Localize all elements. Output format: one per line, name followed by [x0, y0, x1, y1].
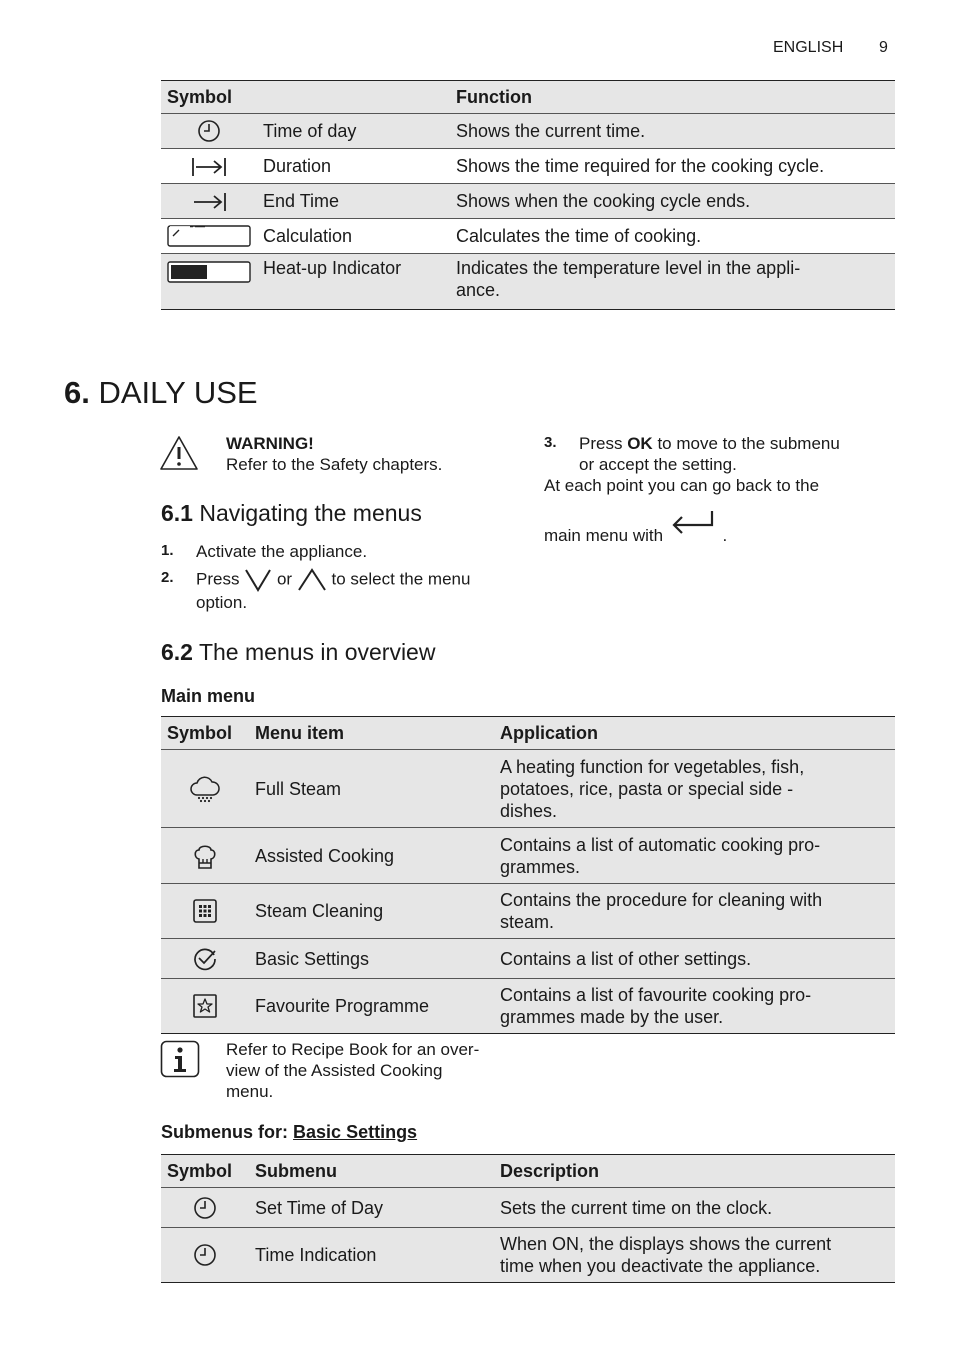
step-text-part: Press	[579, 434, 623, 453]
language-label: ENGLISH	[773, 39, 844, 56]
row-name: End Time	[263, 191, 340, 211]
app-line: A heating function for vegetables, fish,	[500, 756, 805, 777]
step-text-part: to select the menu	[331, 569, 471, 589]
basic-settings-link[interactable]: Basic Settings	[293, 1122, 418, 1142]
step-number: 3.	[544, 434, 557, 451]
section-title-text: DAILY USE	[98, 375, 258, 410]
submenu-label-text: Submenus for:	[161, 1122, 289, 1142]
row-function: Calculates the time of cooking.	[456, 226, 702, 246]
col-submenu-header: Submenu	[255, 1161, 338, 1181]
row-function: Shows when the cooking cycle ends.	[456, 191, 751, 211]
ok-key-label: OK	[627, 434, 653, 453]
info-line: menu.	[226, 1082, 274, 1101]
back-hint-end: .	[722, 526, 728, 546]
subsection-title	[161, 500, 422, 527]
app-line: dishes.	[500, 800, 558, 821]
warning-triangle-icon	[159, 435, 199, 471]
clock-icon	[161, 1188, 249, 1228]
app-line: Contains a list of favourite cooking pro-	[500, 985, 812, 1005]
row-desc: Sets the current time on the clock.	[500, 1197, 773, 1218]
table-row	[161, 219, 895, 254]
row-name: Heat-up Indicator	[263, 258, 402, 278]
row-function	[450, 254, 895, 310]
row-app: Contains a list of other settings.	[500, 948, 752, 969]
table-row	[161, 884, 895, 939]
subsection-title-text: Navigating the menus	[199, 500, 422, 526]
step-text	[579, 433, 840, 475]
row-item: Assisted Cooking	[255, 845, 395, 866]
back-hint	[544, 508, 728, 546]
info-line: view of the Assisted Cooking	[226, 1061, 443, 1080]
col-symbol-header: Symbol	[167, 723, 233, 743]
subsection-number: 6.1	[161, 500, 193, 526]
calculation-icon	[161, 219, 257, 254]
table-header-row	[161, 1155, 895, 1188]
subsection-number: 6.2	[161, 639, 193, 665]
row-item: Set Time of Day	[255, 1197, 384, 1218]
row-item: Time Indication	[255, 1245, 377, 1265]
submenu-label	[161, 1122, 417, 1143]
duration-icon	[161, 149, 257, 184]
app-line: Contains a list of automatic cooking pro-	[500, 834, 821, 855]
table-row	[161, 1188, 895, 1228]
row-name: Duration	[263, 156, 332, 176]
table-row	[161, 750, 895, 828]
step-number: 1.	[161, 542, 174, 559]
warning-box	[226, 433, 442, 475]
main-menu-label: Main menu	[161, 686, 256, 706]
desc-line: time when you deactivate the appliance.	[500, 1256, 821, 1276]
back-hint-text: main menu with	[544, 526, 664, 546]
table-row	[161, 979, 895, 1034]
table-header-row	[161, 81, 895, 114]
table-row	[161, 184, 895, 219]
step-number: 2.	[161, 569, 174, 586]
info-icon	[160, 1040, 200, 1078]
clock-icon	[161, 114, 257, 149]
step-text-part: to move to the submenu	[657, 434, 840, 453]
table-row	[161, 939, 895, 979]
desc-line: When ON, the displays shows the current	[500, 1234, 832, 1254]
col-description-header: Description	[500, 1161, 600, 1181]
heat-up-indicator-icon	[161, 254, 257, 310]
table-header-row	[161, 717, 895, 750]
function-line: ance.	[456, 280, 501, 300]
app-line: potatoes, rice, pasta or special side -	[500, 778, 794, 799]
star-box-icon	[161, 979, 249, 1034]
steam-cleaning-icon	[161, 884, 249, 939]
warning-text: Refer to the Safety chapters.	[226, 455, 443, 474]
submenu-table	[161, 1154, 895, 1283]
app-line: steam.	[500, 912, 555, 932]
row-app	[494, 828, 895, 884]
end-time-icon	[161, 184, 257, 219]
app-line: grammes.	[500, 856, 581, 877]
chef-hat-icon	[161, 828, 249, 884]
table-row	[161, 828, 895, 884]
info-line: Refer to Recipe Book for an over-	[226, 1040, 480, 1059]
col-function-header: Function	[456, 87, 532, 107]
col-item-header: Menu item	[255, 723, 345, 743]
main-menu-table	[161, 716, 895, 1034]
subsection-title-text: The menus in overview	[198, 639, 436, 665]
page-number: 9	[879, 39, 888, 56]
clock-icon	[161, 1228, 249, 1283]
subsection-title	[161, 639, 435, 666]
step-text-part: or	[276, 569, 293, 589]
app-line: Contains the procedure for cleaning with	[500, 890, 823, 910]
app-line: grammes made by the user.	[500, 1007, 724, 1027]
steam-cloud-icon	[161, 750, 249, 828]
check-circle-icon	[161, 939, 249, 979]
row-item: Favourite Programme	[255, 996, 430, 1016]
step-text-part: Press	[196, 569, 240, 589]
back-hint-line: At each point you can go back to the	[544, 476, 820, 495]
row-item: Steam Cleaning	[255, 901, 384, 921]
info-note	[226, 1039, 479, 1102]
function-line: Indicates the temperature level in the appli-	[456, 258, 801, 278]
section-title	[64, 375, 258, 411]
row-name: Time of day	[263, 121, 357, 141]
table-row	[161, 149, 895, 184]
row-app	[494, 750, 895, 828]
symbol-function-table	[161, 80, 895, 310]
row-desc	[494, 1228, 895, 1283]
row-name: Calculation	[263, 226, 353, 246]
row-item: Basic Settings	[255, 948, 370, 969]
chevron-up-icon	[297, 569, 327, 588]
step-text-part: or accept the setting.	[579, 455, 737, 474]
section-number: 6.	[64, 375, 90, 410]
step-text: Activate the appliance.	[196, 542, 368, 561]
step-text-part: option.	[196, 593, 248, 612]
row-item: Full Steam	[255, 778, 342, 799]
row-function: Shows the current time.	[456, 121, 646, 141]
table-row	[161, 114, 895, 149]
warning-title: WARNING!	[226, 434, 314, 453]
chevron-down-icon	[244, 569, 272, 588]
return-arrow-icon	[668, 512, 718, 531]
col-symbol-header: Symbol	[167, 1161, 233, 1181]
col-symbol-header: Symbol	[167, 87, 233, 107]
row-app	[494, 979, 895, 1034]
row-function: Shows the time required for the cooking cycle.	[456, 156, 825, 176]
table-row	[161, 254, 895, 310]
table-row	[161, 1228, 895, 1283]
step-text	[196, 568, 516, 613]
col-app-header: Application	[500, 723, 598, 743]
row-app	[494, 884, 895, 939]
